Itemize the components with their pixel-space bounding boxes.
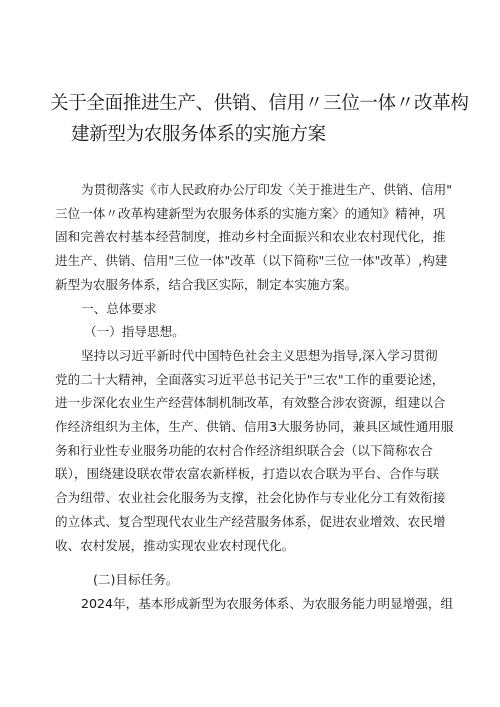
targets-paragraph [55,592,457,616]
text-line: 为贯彻落实《市人民政府办公厅印发〈关于推进生产、供销、信用" [81,182,453,197]
intro-paragraph [55,178,457,297]
document-body [55,178,457,616]
title-line: 关于全面推进生产、供销、信用〃三位一体〃改革构 [50,93,469,114]
text-line: 坚持以习近平新时代中国特色社会主义思想为指导,深入学习贯彻 [81,347,438,363]
text-line: 固和完善农村基本经营制度，推动乡村全面振兴和农业农村现代化，推 [55,229,446,245]
text-line: 2024年，基本形成新型为农服务体系、为农服务能力明显增强，组 [81,595,454,611]
text-line: 合为纽带、农业社会化服务为支撑，社会化协作与专业化分工有效衔接 [55,490,446,506]
document-title [50,88,470,150]
text-line: 三位一体〃改革构建新型为农服务体系的实施方案〉的通知》精神，巩 [55,205,446,221]
text-line: 新型为农服务体系，结合我区实际，制定本实施方案。 [55,276,358,292]
text-line: 联），围绕建设联农带农富农新样板，打造以农合联为平台、合作与联 [55,466,440,482]
guiding-ideology-paragraph [55,344,457,557]
text-line: 的立体式、复合型现代农业生产经营服务体系，促进农业增效、农民增 [55,513,446,529]
text-line: 务和行业性专业服务功能的农村合作经济组织联合会（以下简称农合 [55,442,433,458]
paragraph-spacer [55,557,457,568]
text-line: 进生产、供销、信用"三位一体"改革（以下简称"三位一体"改革）,构建 [55,253,448,269]
text-line: 进一步深化农业生产经营体制机制改革，有效整合涉农资源，组建以合 [55,395,446,411]
section-heading: 一、总体要求 [81,300,157,316]
text-line: 作经济组织为主体，生产、供销、信用3大服务协同，兼具区域性通用服 [55,419,454,435]
title-line: 建新型为农服务体系的实施方案 [71,124,326,145]
text-line: 党的二十大精神，全面落实习近平总书记关于"三农"工作的重要论述， [55,371,445,387]
subsection-heading: （一）指导思想。 [84,324,185,340]
subsection-heading: (二)目标任务。 [93,572,179,588]
text-line: 收、农村发展，推动实现农业农村现代化。 [55,537,295,553]
